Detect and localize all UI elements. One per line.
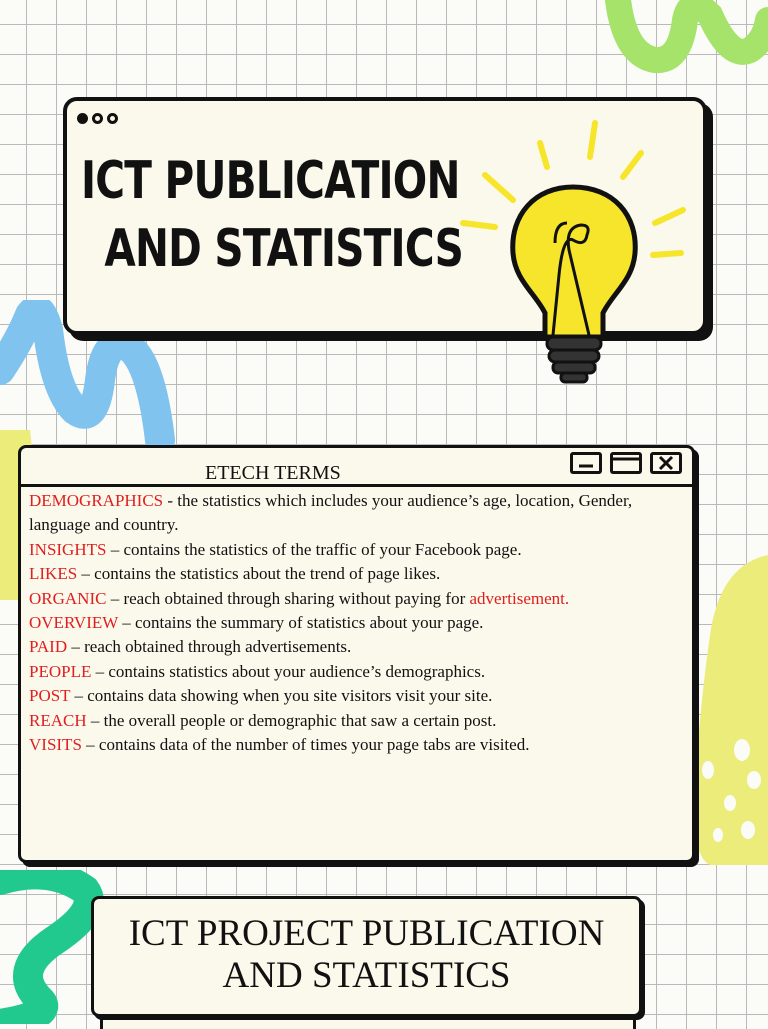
window-title-bar: [21, 448, 692, 487]
list-item: [29, 489, 692, 538]
term-label: POST: [29, 686, 71, 706]
term-label: OVERVIEW: [29, 613, 118, 633]
maximize-button[interactable]: [610, 452, 642, 474]
page-title-line1: ICT PUBLICATION: [81, 151, 460, 211]
term-definition: - the statistics which includes your audience’s age, location, Gender, language and country.: [29, 491, 633, 535]
list-item: [29, 733, 692, 757]
term-label: LIKES: [29, 564, 78, 584]
terms-window: [18, 445, 695, 863]
term-label: ORGANIC: [29, 588, 107, 608]
term-label: PAID: [29, 637, 68, 657]
list-item: [29, 635, 692, 659]
list-item: [29, 684, 692, 708]
term-definition: – contains data of the number of times your page tabs are visited.: [81, 735, 530, 755]
yellow-blob-right-decoration: [690, 555, 768, 865]
window-dots: [77, 113, 118, 124]
subtitle-line1: ICT PROJECT PUBLICATION: [128, 913, 605, 954]
terms-heading: ETECH TERMS: [205, 462, 341, 484]
list-item: [29, 611, 692, 635]
window-controls: [570, 452, 682, 474]
term-definition: – contains the statistics of the traffic of your Facebook page.: [106, 539, 522, 559]
subtitle: [94, 913, 639, 997]
page-title-line2: AND STATISTICS: [104, 219, 464, 279]
maximize-icon: [613, 455, 639, 471]
term-definition: – reach obtained through advertisements.: [67, 637, 352, 657]
dot-icon: [92, 113, 103, 124]
list-item: [29, 538, 692, 562]
term-definition: – reach obtained through sharing without paying for: [106, 588, 470, 608]
term-definition: – contains the statistics about the trend of page likes.: [77, 564, 441, 584]
dot-icon: [107, 113, 118, 124]
term-definition: – contains data showing when you site visitors visit your site.: [70, 686, 493, 706]
term-definition: – contains the summary of statistics about your page.: [117, 613, 484, 633]
term-label: INSIGHTS: [29, 539, 107, 559]
list-item: [29, 709, 692, 733]
term-label: REACH: [29, 710, 87, 730]
minimize-icon: [573, 455, 599, 471]
term-highlight: advertisement.: [469, 588, 570, 608]
subtitle-card: [91, 896, 642, 1017]
list-item: [29, 660, 692, 684]
page-title: [81, 147, 464, 283]
term-definition: – the overall people or demographic that saw a certain post.: [86, 710, 497, 730]
term-label: PEOPLE: [29, 661, 92, 681]
term-label: DEMOGRAPHICS: [29, 491, 164, 510]
minimize-button[interactable]: [570, 452, 602, 474]
term-definition: – contains statistics about your audience’s demographics.: [91, 661, 486, 681]
subtitle-line2: AND STATISTICS: [222, 955, 511, 996]
dot-icon: [77, 113, 88, 124]
green-squiggle-decoration: [600, 0, 768, 100]
list-item: [29, 562, 692, 586]
close-button[interactable]: [650, 452, 682, 474]
light-bulb-icon: [455, 115, 690, 390]
list-item: [29, 587, 692, 611]
term-label: VISITS: [29, 735, 82, 755]
close-icon: [653, 455, 679, 471]
terms-list: [21, 487, 692, 757]
